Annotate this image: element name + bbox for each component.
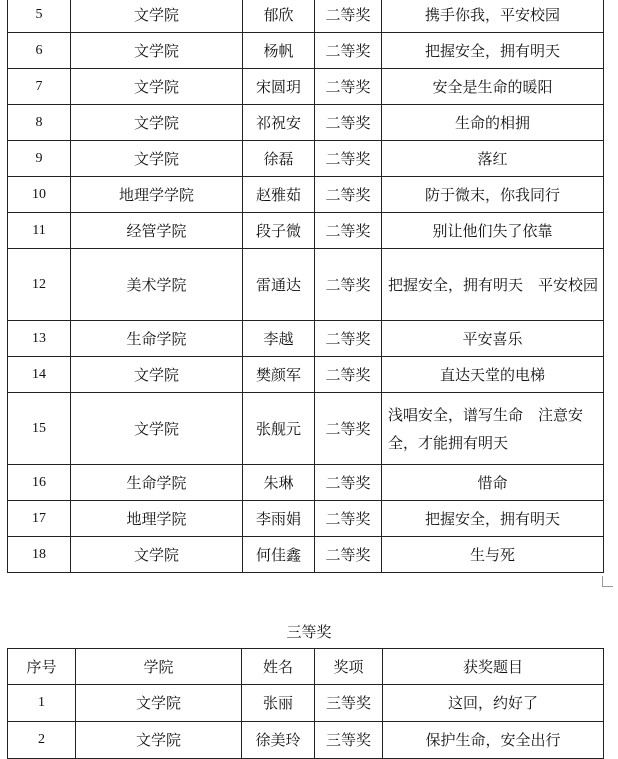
cell-name: 祁祝安 (243, 105, 315, 141)
cell-award: 二等奖 (315, 33, 382, 69)
cell-college: 文学院 (76, 722, 242, 759)
cell-college: 生命学院 (71, 465, 243, 501)
cell-no: 15 (8, 393, 71, 465)
cell-title: 防于微末，你我同行 (382, 177, 604, 213)
table-row (8, 501, 604, 537)
cell-no: 16 (8, 465, 71, 501)
table-row (8, 141, 604, 177)
cell-college: 文学院 (71, 0, 243, 33)
header-title: 获奖题目 (383, 649, 604, 685)
table-row (8, 213, 604, 249)
cell-title: 安全是生命的暖阳 (382, 69, 604, 105)
cell-college: 地理学学院 (71, 177, 243, 213)
third-prize-table-header (8, 649, 604, 685)
header-name: 姓名 (242, 649, 315, 685)
table-row (8, 537, 604, 573)
cell-no: 6 (8, 33, 71, 69)
cell-college: 文学院 (71, 141, 243, 177)
header-award: 奖项 (315, 649, 383, 685)
cell-name: 张舰元 (243, 393, 315, 465)
cell-college: 文学院 (71, 357, 243, 393)
cell-college: 美术学院 (71, 249, 243, 321)
cell-no: 17 (8, 501, 71, 537)
table-row (8, 393, 604, 465)
cell-name: 宋圆玥 (243, 69, 315, 105)
table-row (8, 177, 604, 213)
third-prize-table (7, 648, 604, 759)
cell-college: 地理学院 (71, 501, 243, 537)
cell-title: 携手你我，平安校园 (382, 0, 604, 33)
table-row (8, 105, 604, 141)
cell-award: 二等奖 (315, 465, 382, 501)
cell-college: 文学院 (71, 105, 243, 141)
second-prize-table-body (8, 0, 604, 573)
cell-award: 二等奖 (315, 0, 382, 33)
cell-name: 李雨娟 (243, 501, 315, 537)
cell-award: 二等奖 (315, 537, 382, 573)
second-prize-table (7, 0, 604, 573)
cell-title: 这回，约好了 (383, 685, 604, 722)
cell-name: 郁欣 (243, 0, 315, 33)
table-row (8, 685, 604, 722)
cell-title: 生与死 (382, 537, 604, 573)
cell-no: 18 (8, 537, 71, 573)
cell-award: 三等奖 (315, 685, 383, 722)
table-header-row (8, 649, 604, 685)
cell-title: 直达天堂的电梯 (382, 357, 604, 393)
table-row (8, 249, 604, 321)
cell-title: 生命的相拥 (382, 105, 604, 141)
cell-name: 何佳鑫 (243, 537, 315, 573)
cell-award: 二等奖 (315, 501, 382, 537)
cell-title: 惜命 (382, 465, 604, 501)
cell-name: 李越 (243, 321, 315, 357)
table-row (8, 0, 604, 33)
cell-name: 徐磊 (243, 141, 315, 177)
cell-no: 8 (8, 105, 71, 141)
cell-name: 赵雅茹 (243, 177, 315, 213)
cell-no: 11 (8, 213, 71, 249)
section-title: 三等奖 (286, 623, 332, 641)
cell-no: 7 (8, 69, 71, 105)
cell-title: 平安喜乐 (382, 321, 604, 357)
cell-no: 10 (8, 177, 71, 213)
table-row (8, 69, 604, 105)
cell-title: 把握安全，拥有明天 (382, 501, 604, 537)
cell-name: 段子微 (243, 213, 315, 249)
cell-no: 5 (8, 0, 71, 33)
cell-award: 二等奖 (315, 141, 382, 177)
cell-title: 把握安全，拥有明天 (382, 33, 604, 69)
cell-name: 朱琳 (243, 465, 315, 501)
cell-no: 13 (8, 321, 71, 357)
cell-title: 浅唱安全，谱写生命 注意安全，才能拥有明天 (382, 393, 604, 465)
cell-college: 文学院 (71, 33, 243, 69)
table-row (8, 321, 604, 357)
table-row (8, 357, 604, 393)
page-corner-mark (602, 576, 613, 587)
cell-college: 文学院 (76, 685, 242, 722)
cell-award: 二等奖 (315, 105, 382, 141)
cell-no: 14 (8, 357, 71, 393)
header-no: 序号 (8, 649, 76, 685)
cell-name: 樊颜军 (243, 357, 315, 393)
cell-college: 生命学院 (71, 321, 243, 357)
cell-college: 文学院 (71, 537, 243, 573)
cell-name: 雷通达 (243, 249, 315, 321)
table-row (8, 722, 604, 759)
cell-award: 三等奖 (315, 722, 383, 759)
cell-title: 保护生命，安全出行 (383, 722, 604, 759)
cell-award: 二等奖 (315, 69, 382, 105)
table-row (8, 465, 604, 501)
cell-award: 二等奖 (315, 177, 382, 213)
cell-name: 张丽 (242, 685, 315, 722)
cell-name: 徐美玲 (242, 722, 315, 759)
cell-title: 落红 (382, 141, 604, 177)
cell-no: 1 (8, 685, 76, 722)
cell-no: 12 (8, 249, 71, 321)
cell-college: 文学院 (71, 393, 243, 465)
cell-no: 2 (8, 722, 76, 759)
cell-title: 别让他们失了依靠 (382, 213, 604, 249)
cell-award: 二等奖 (315, 393, 382, 465)
cell-award: 二等奖 (315, 357, 382, 393)
cell-title: 把握安全，拥有明天 平安校园 (382, 249, 604, 321)
third-prize-table-body (8, 685, 604, 759)
cell-college: 经管学院 (71, 213, 243, 249)
table-row (8, 33, 604, 69)
cell-no: 9 (8, 141, 71, 177)
cell-award: 二等奖 (315, 321, 382, 357)
cell-award: 二等奖 (315, 249, 382, 321)
cell-award: 二等奖 (315, 213, 382, 249)
cell-college: 文学院 (71, 69, 243, 105)
header-college: 学院 (76, 649, 242, 685)
cell-name: 杨帆 (243, 33, 315, 69)
